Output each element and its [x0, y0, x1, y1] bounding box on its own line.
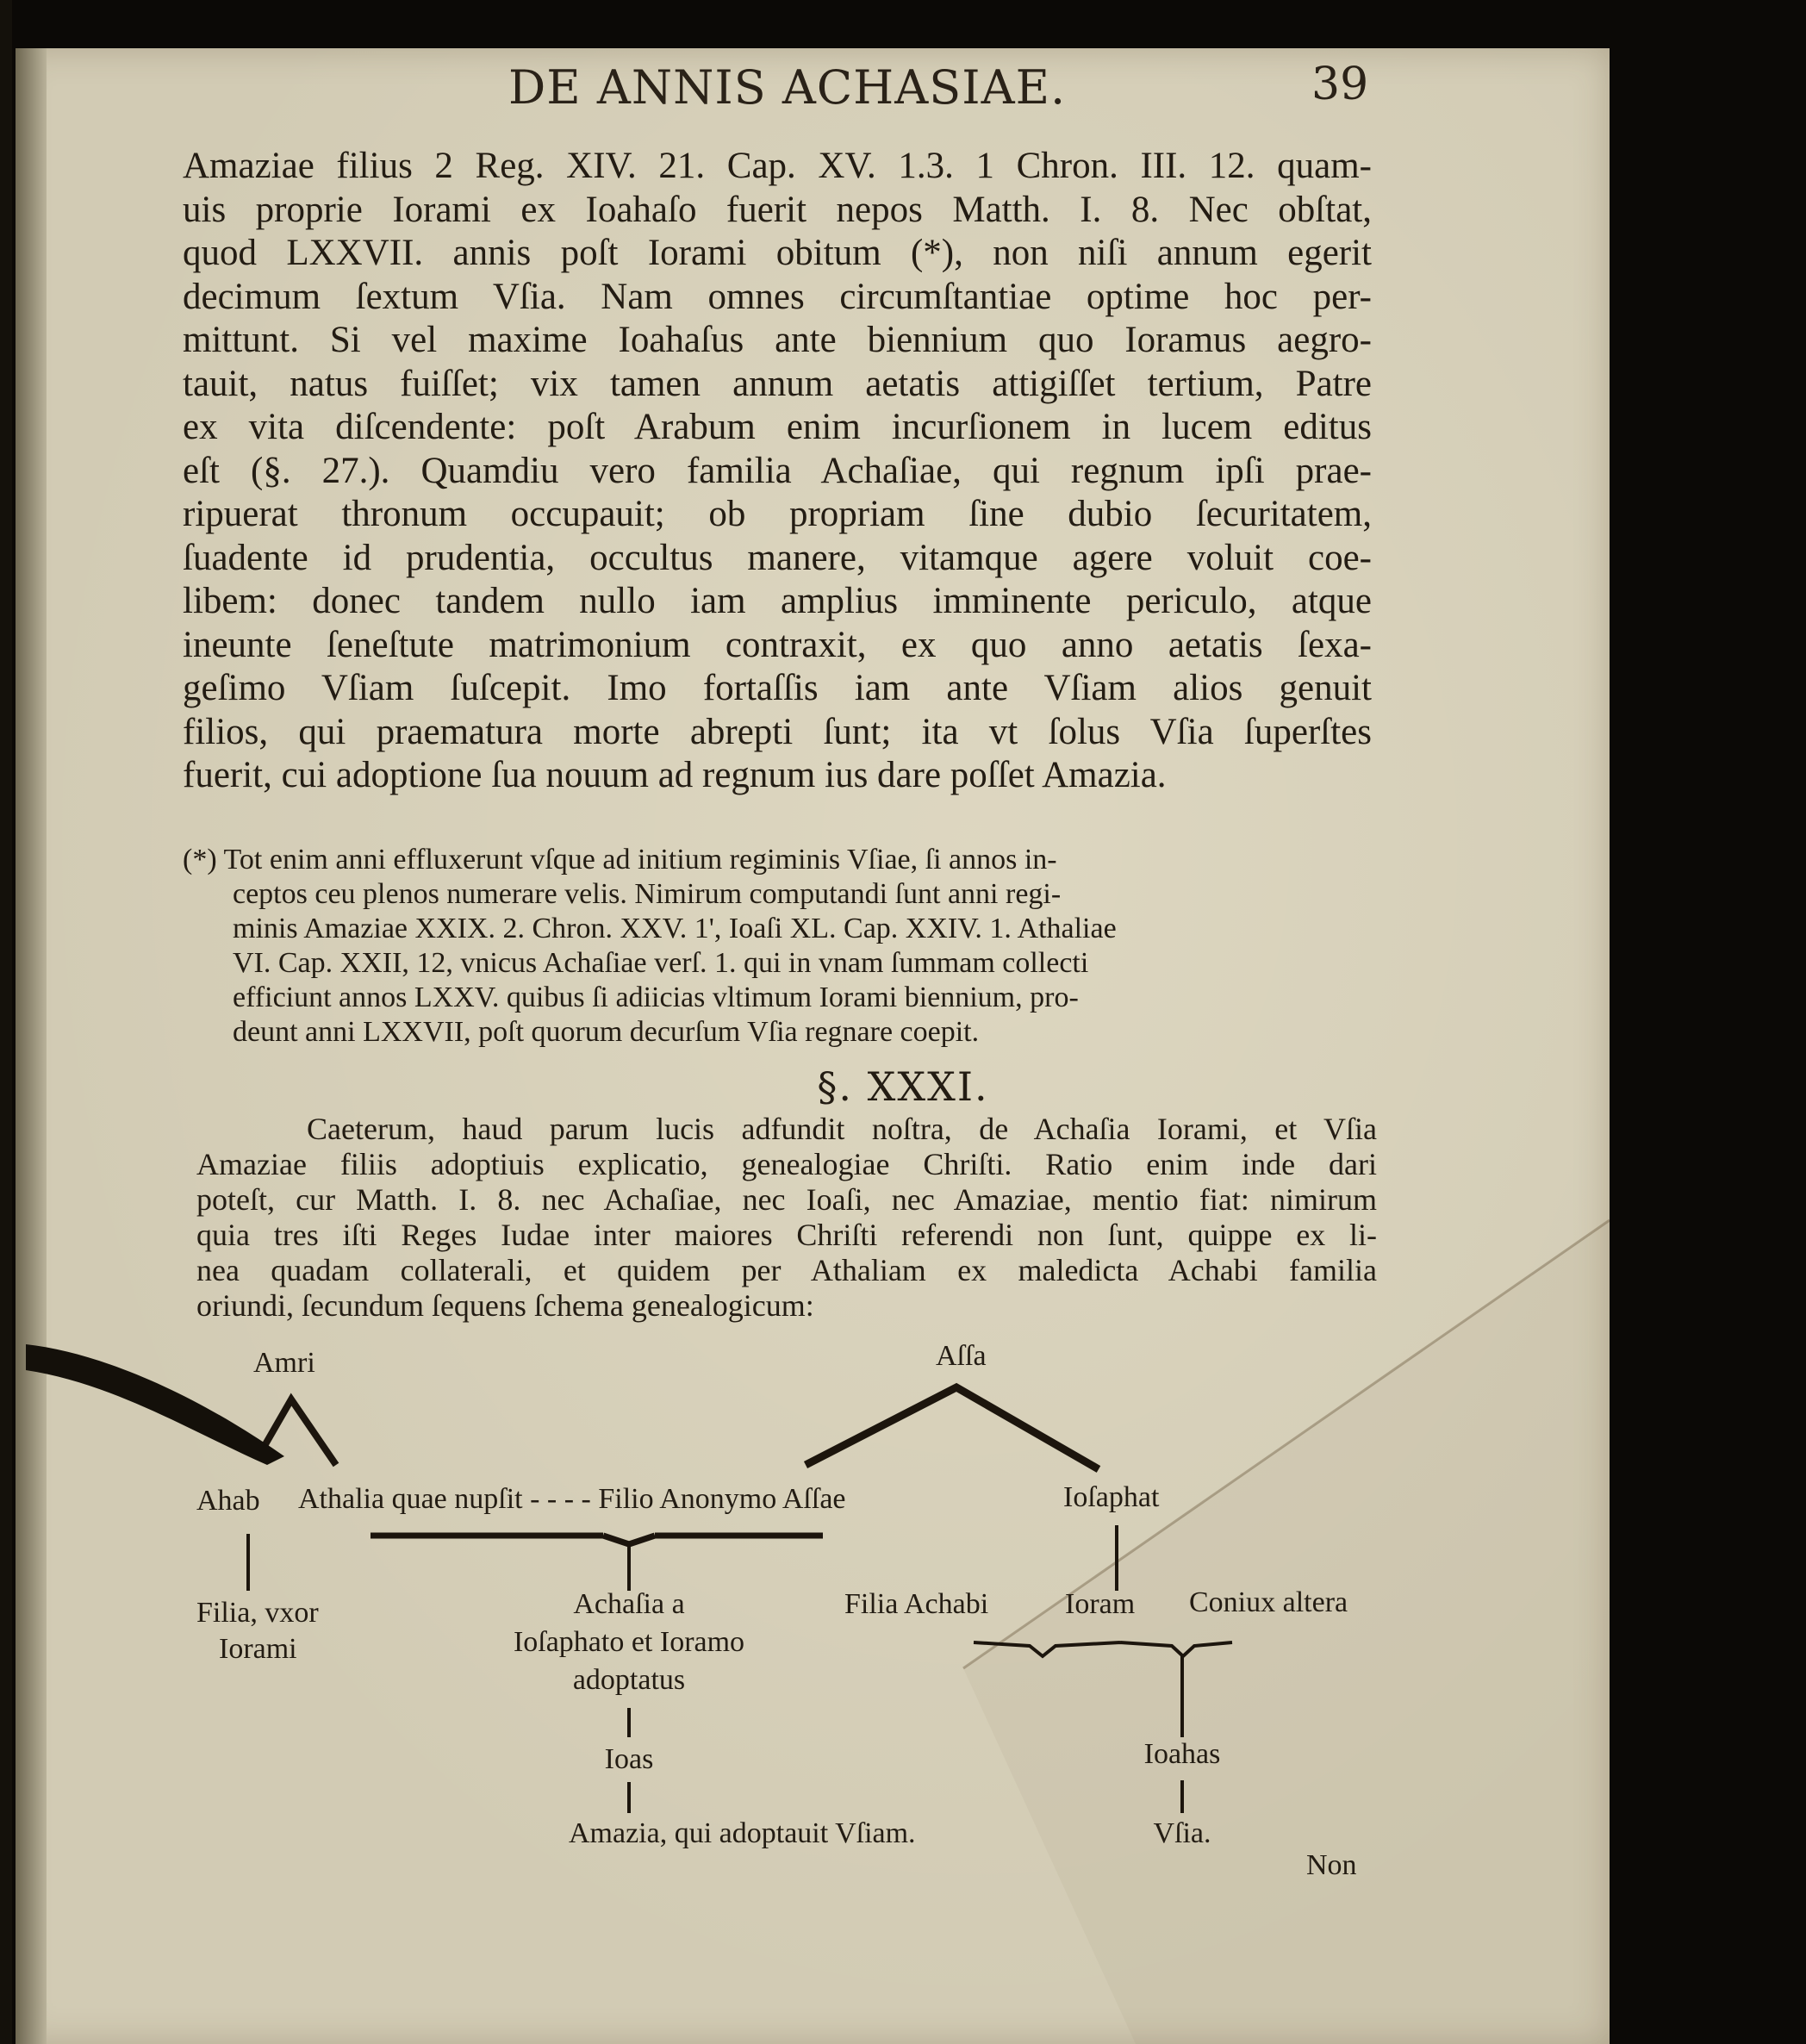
node-filia-achabi: Filia Achabi	[844, 1588, 989, 1620]
node-filia-vxor-iorami: Iorami	[219, 1633, 297, 1665]
node-amazia: Amazia, qui adoptauit Vſiam.	[569, 1817, 916, 1849]
node-coniux-altera: Coniux altera	[1189, 1586, 1348, 1618]
section-line: Caeterum, haud parum lucis adfundit noſtra, de Achaſia Iorami, et Vſia	[307, 1112, 1377, 1146]
text-line: ripuerat thronum occupauit; ob propriam ſine dubio ſecuritatem,	[183, 494, 1372, 534]
footnote-line: deunt anni LXXVII, poſt quorum decurſum Vſia regnare coepit.	[233, 1016, 980, 1048]
node-ioram: Ioram	[1065, 1588, 1136, 1620]
section-line: poteſt, cur Matth. I. 8. nec Achaſiae, nec Ioaſi, nec Amaziae, mentio fiat: nimirum	[196, 1182, 1377, 1217]
text-line: uis proprie Iorami ex Ioahaſo fuerit nepos Matth. I. 8. Nec obſtat,	[183, 189, 1372, 230]
text-line: eſt (§. 27.). Quamdiu vero familia Achaſiae, qui regnum ipſi prae-	[183, 450, 1372, 491]
section-line: oriundi, ſecundum ſequens ſchema genealogicum:	[196, 1288, 814, 1323]
footnote-line: efficiunt annos LXXV. quibus ſi adiicias vltimum Iorami biennium, pro-	[233, 981, 1079, 1013]
ink-smear	[26, 1344, 284, 1465]
node-vsia: Vſia.	[1153, 1817, 1211, 1849]
text-line: geſimo Vſiam ſuſcepit. Imo fortaſſis iam ante Vſiam alios genuit	[183, 668, 1372, 708]
text-line: libem: donec tandem nullo iam amplius imminente periculo, atque	[183, 581, 1372, 621]
text-line: mittunt. Si vel maxime Ioahaſus ante biennium quo Ioramus aegro-	[183, 320, 1372, 360]
section-line: quia tres iſti Reges Iudae inter maiores Chriſti referendi non ſunt, quippe ex li-	[196, 1218, 1377, 1252]
section-heading: §. XXXI.	[817, 1063, 989, 1110]
assa-branch-line	[806, 1387, 1099, 1469]
text-line: tauit, natus fuiſſet; vix tamen annum aetatis attigiſſet tertium, Patre	[183, 363, 1372, 404]
node-achasia-adopted-by: Ioſaphato et Ioramo	[513, 1626, 745, 1658]
node-ahab: Ahab	[196, 1485, 260, 1517]
footnote-line: (*) Tot enim anni effluxerunt vſque ad initium regiminis Vſiae, ſi annos in-	[183, 844, 1057, 876]
athalia-marriage-brace	[371, 1536, 823, 1544]
section-line: nea quadam collaterali, et quidem per Athaliam ex maledicta Achabi familia	[196, 1253, 1377, 1287]
text-line: quod LXXVII. annis poſt Iorami obitum (*), non niſi annum egerit	[183, 233, 1372, 273]
node-assa: Aſſa	[936, 1340, 987, 1372]
running-title: DE ANNIS ACHASIAE.	[508, 60, 1067, 115]
text-line: filios, qui praematura morte abrepti ſunt; ita vt ſolus Vſia ſuperſtes	[183, 711, 1372, 752]
text-line: ineunte ſeneſtute matrimonium contraxit, ex quo anno aetatis ſexa-	[183, 624, 1372, 665]
text-line: Amaziae filius 2 Reg. XIV. 21. Cap. XV. 1.3. 1 Chron. III. 12. quam-	[183, 146, 1372, 186]
node-achasia-adoptatus: adoptatus	[572, 1664, 686, 1696]
node-ioas: Ioas	[604, 1743, 654, 1775]
section-line: Amaziae filiis adoptiuis explicatio, genealogiae Chriſti. Ratio enim inde dari	[196, 1147, 1377, 1181]
node-filia-vxor: Filia, vxor	[196, 1597, 319, 1629]
page-number: 39	[1311, 59, 1369, 110]
ioram-marriage-brace	[974, 1642, 1232, 1656]
node-achasia: Achaſia a	[573, 1588, 685, 1620]
catchword: Non	[1306, 1849, 1357, 1881]
node-iosaphat: Ioſaphat	[1063, 1481, 1160, 1513]
text-line: ſuadente id prudentia, occultus manere, vitamque agere voluit coe-	[183, 537, 1372, 578]
footnote-line: minis Amaziae XXIX. 2. Chron. XXV. 1', Ioaſi XL. Cap. XXIV. 1. Athaliae	[233, 913, 1117, 944]
text-line: decimum ſextum Vſia. Nam omnes circumſtantiae optime hoc per-	[183, 276, 1372, 317]
node-athalia: Athalia quae nupſit - - - - Filio Anonymo Aſſae	[298, 1483, 846, 1515]
footnote-line: ceptos ceu plenos numerare velis. Nimirum computandi ſunt anni regi-	[233, 878, 1062, 910]
footnote-line: VI. Cap. XXII, 12, vnicus Achaſiae verſ. 1. qui in vnam ſummam collecti	[233, 947, 1089, 979]
text-line: fuerit, cui adoptione ſua nouum ad regnum ius dare poſſet Amazia.	[183, 755, 1167, 795]
node-amri: Amri	[253, 1347, 315, 1379]
node-ioahas: Ioahas	[1143, 1738, 1221, 1770]
text-line: ex vita diſcendente: poſt Arabum enim incurſionem in lucem editus	[183, 407, 1372, 447]
